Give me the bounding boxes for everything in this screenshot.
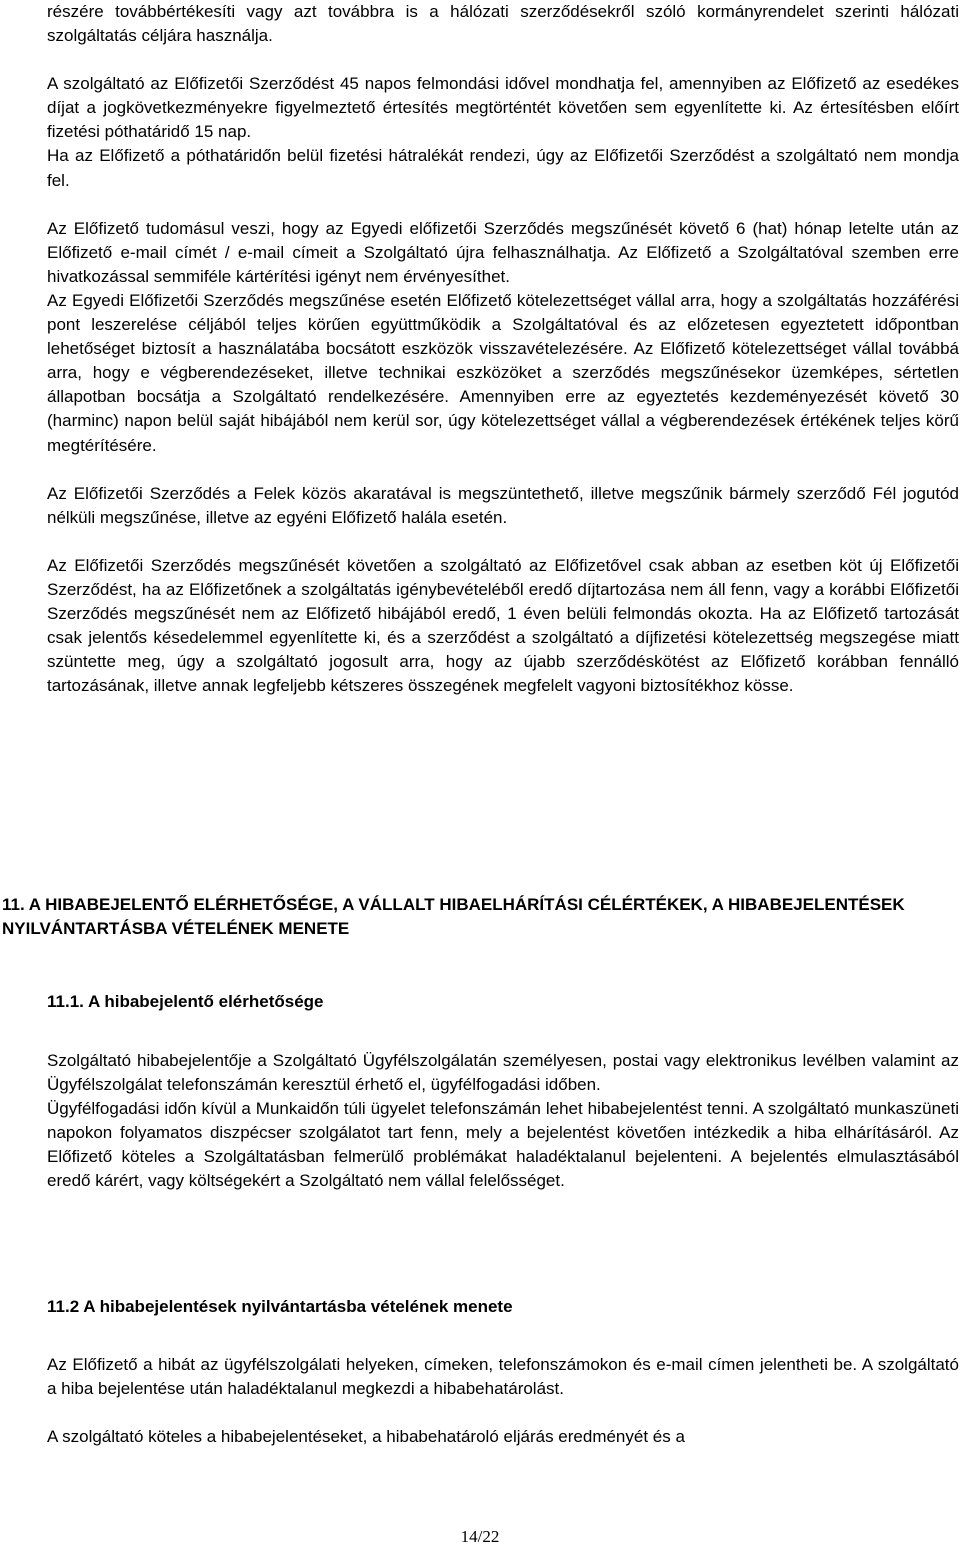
spacer — [47, 1401, 959, 1425]
spacer — [47, 530, 959, 554]
subsection-heading: 11.2 A hibabejelentések nyilvántartásba vételének menete — [47, 1297, 513, 1316]
paragraph: Ügyfélfogadási időn kívül a Munkaidőn túli ügyelet telefonszámán lehet hibabejelentést tenni. A szolgáltató munkaszüneti napokon folyamatos diszpécser szolgálatot tart fenn, mely a bejelentést követően intézkedik a hiba elhárításáról. Az Előfizető köteles a Szolgáltatásban felmerülő problémákat haladéktalanul bejelenteni. A bejelentés elmulasztásából eredő kárért, vagy költségekért a Szolgáltató nem vállal felelősséget. — [47, 1099, 959, 1191]
page-number: 14/22 — [460, 1527, 500, 1546]
paragraph: Az Előfizető tudomásul veszi, hogy az Egyedi előfizetői Szerződés megszűnését követő 6 (hat) hónap letelte után az Előfizető e-mail címét / e-mail címeit a Szolgáltató újra felhasználhatja. Az Előfizető a Szolgáltatóval szemben erre hivatkozással semmiféle kártérítési igényt nem érvényesíthet. — [47, 218, 959, 286]
paragraph: A szolgáltató köteles a hibabejelentéseket, a hibabehatároló eljárás eredményét és a — [47, 1427, 685, 1447]
spacer — [47, 193, 959, 217]
spacer — [47, 48, 959, 72]
paragraph: Ha az Előfizető a póthatáridőn belül fizetési hátralékát rendezi, úgy az Előfizetői Szerződést a szolgáltató nem mondja fel. — [47, 146, 959, 190]
subsection-body — [47, 1049, 959, 1194]
paragraph: Az Előfizetői Szerződés a Felek közös akaratával is megszüntethető, illetve megszűnik bármely szerződő Fél jogutód nélküli megszűnése, illetve az egyéni Előfizető halála esetén. — [47, 483, 959, 527]
paragraph: részére továbbértékesíti vagy azt továbbra is a hálózati szerződésekről szóló kormányrendelet szerinti hálózati szolgáltatás céljára használja. — [47, 2, 959, 46]
section-heading: 11. A HIBABEJELENTŐ ELÉRHETŐSÉGE, A VÁLLALT HIBAELHÁRÍTÁSI CÉLÉRTÉKEK, A HIBABEJELENTÉSEK NYILVÁNTARTÁSBA VÉTELÉNEK MENETE — [2, 895, 905, 938]
paragraph: Az Előfizetői Szerződés megszűnését követően a szolgáltató az Előfizetővel csak abban az esetben köt új Előfizetői Szerződést, ha az Előfizetőnek a szolgáltatás igénybevételéből eredő díjtartozása nem áll fenn, vagy a korábbi Előfizetői Szerződés megszűnését nem az Előfizető hibájából eredő, 1 éven belüli felmondás okozta. Ha az Előfizető tartozását csak jelentős késedelemmel egyenlítette ki, és a szerződést a szolgáltató a díjfizetési kötelezettség megszegése miatt szüntette meg, úgy a szolgáltató jogosult arra, hogy az újabb szerződéskötést az Előfizető korábban fennálló tartozásának, illetve annak legfeljebb kétszeres összegének megfelelt vagyoni biztosítékhoz kösse. — [47, 555, 959, 696]
subsection-heading: 11.1. A hibabejelentő elérhetősége — [47, 992, 324, 1011]
subsection-body — [47, 1353, 959, 1449]
paragraph: Szolgáltató hibabejelentője a Szolgáltató Ügyfélszolgálatán személyesen, postai vagy elektronikus levélben valamint az Ügyfélszolgálat telefonszámán keresztül érhető el, ügyfélfogadási időben. — [47, 1051, 959, 1095]
paragraph: Az Előfizető a hibát az ügyfélszolgálati helyeken, címeken, telefonszámokon és e-mail címen jelentheti be. A szolgáltató a hiba bejelentése után haladéktalanul megkezdi a hibabehatárolást. — [47, 1355, 959, 1399]
body-text-top — [47, 0, 959, 698]
paragraph: Az Egyedi Előfizetői Szerződés megszűnése esetén Előfizető kötelezettséget vállal arra, hogy a szolgáltatás hozzáférési pont leszerelése céljából teljes körűen együttműködik a Szolgáltatóval és az előzetesen egyeztetett időpontban lehetőséget biztosít a használatába bocsátott eszközök visszavételezésére. Az Előfizető kötelezettséget vállal továbbá arra, hogy e végberendezéseket, illetve technikai eszközöket a szerződés megszűnésekor üzemképes, sértetlen állapotban bocsátja a Szolgáltató rendelkezésére. Amennyiben erre az egyeztetés kezdeményezését követő 30 (harminc) napon belül saját hibájából nem kerül sor, úgy kötelezettséget vállal a végberendezések értékének teljes körű megtérítésére. — [47, 290, 959, 455]
spacer — [47, 458, 959, 482]
paragraph: A szolgáltató az Előfizetői Szerződést 45 napos felmondási idővel mondhatja fel, amennyiben az Előfizető az esedékes díjat a jogkövetkezményekre figyelmeztető értesítés megtörténtét követően sem egyenlítette ki. Az értesítésben előírt fizetési póthatáridő 15 nap. — [47, 74, 959, 142]
